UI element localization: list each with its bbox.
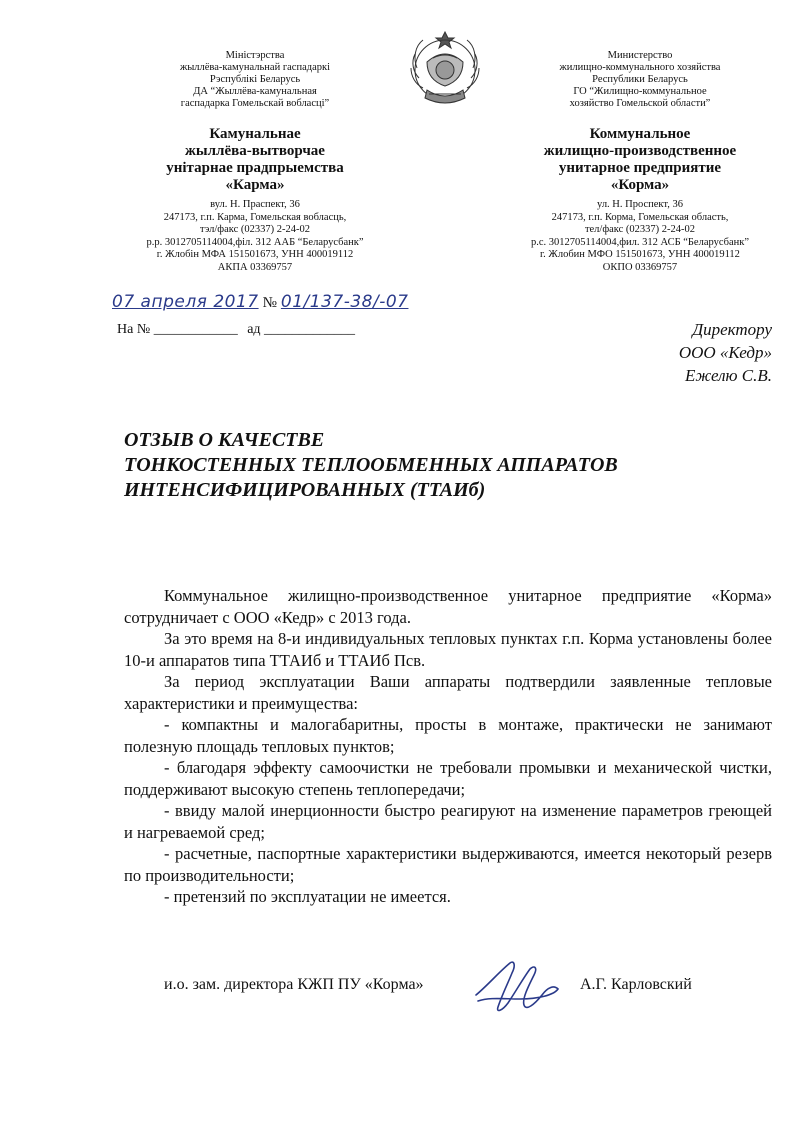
handwritten-number: 01/137-38/-07 <box>280 292 409 312</box>
header-left-address: вул. Н. Праспект, 36 247173, г.п. Карма, Гомельская вобласць, тэл/факс (02337) 2-24-02 р.р. 3012705114004,філ. 312 ААБ “Беларусбанк” г. Жлобін МФА 151501673, УНН 400019112 АКПА 03369757 <box>146 199 364 273</box>
signatory-name: А.Г. Карловский <box>580 976 692 993</box>
paragraph: За период эксплуатации Ваши аппараты подтвердили заявленные тепловые характеристики и преимущества: <box>124 672 772 713</box>
list-item: - расчетные, паспортные характеристики выдерживаются, имеется некоторый резерв по производительности; <box>124 844 772 885</box>
document-body <box>124 585 772 908</box>
header-left-org: Камунальнае жыллёва-вытворчае унітарнае прадпрыемства «Карма» <box>166 126 344 193</box>
coat-of-arms-icon <box>405 28 485 110</box>
document-title: ОТЗЫВ О КАЧЕСТВЕ ТОНКОСТЕННЫХ ТЕПЛООБМЕННЫХ АППАРАТОВ ИНТЕНСИФИЦИРОВАННЫХ (ТТАИб) <box>124 429 618 501</box>
signatory-position: и.о. зам. директора КЖП ПУ «Корма» <box>164 976 424 993</box>
header-right-address: ул. Н. Проспект, 36 247173, г.п. Корма, Гомельская область, тел/факс (02337) 2-24-02 р.с. 3012705114004,фил. 312 АСБ “Беларусбанк” г. Жлобин МФО 151501673, УНН 400019112 ОКПО 03369757 <box>530 199 750 273</box>
header-right-ministry: Министерство жилищно-коммунального хозяйства Республики Беларусь ГО “Жилищно-коммунальное хозяйство Гомельской области” <box>559 50 721 109</box>
header-right-org: Коммунальное жилищно-производственное унитарное предприятие «Корма» <box>543 126 737 193</box>
list-item: - ввиду малой инерционности быстро реагируют на изменение параметров греющей и нагреваемой сред; <box>124 801 772 842</box>
number-sign: № <box>262 295 277 311</box>
paragraph: За это время на 8-и индивидуальных тепловых пунктах г.п. Корма установлены более 10-и аппаратов типа ТТАИб и ТТАИб Псв. <box>124 629 772 670</box>
registration-line <box>112 292 432 316</box>
paragraph: Коммунальное жилищно-производственное унитарное предприятие «Корма» сотрудничает с ООО «Кедр» с 2013 года. <box>124 586 772 627</box>
list-item: - компактны и малогабаритны, просты в монтаже, практически не занимают полезную площадь тепловых пунктов; <box>124 715 772 756</box>
handwritten-signature <box>468 955 563 1020</box>
list-item: - благодаря эффекту самоочистки не требовали промывки и механической чистки, поддерживают высокую степень теплопередачи; <box>124 758 772 799</box>
reply-reference-line: На № ____________ ад _____________ <box>117 322 356 337</box>
list-item: - претензий по эксплуатации не имеется. <box>164 887 451 906</box>
handwritten-date: 07 апреля 2017 <box>112 292 259 312</box>
header-left-ministry: Міністэрства жыллёва-камунальнай гаспадаркі Рэспублікі Беларусь ДА “Жыллёва-камунальная гаспадарка Гомельскай вобласці” <box>179 50 331 109</box>
addressee-block: Директору ООО «Кедр» Ежелю С.В. <box>678 320 772 385</box>
